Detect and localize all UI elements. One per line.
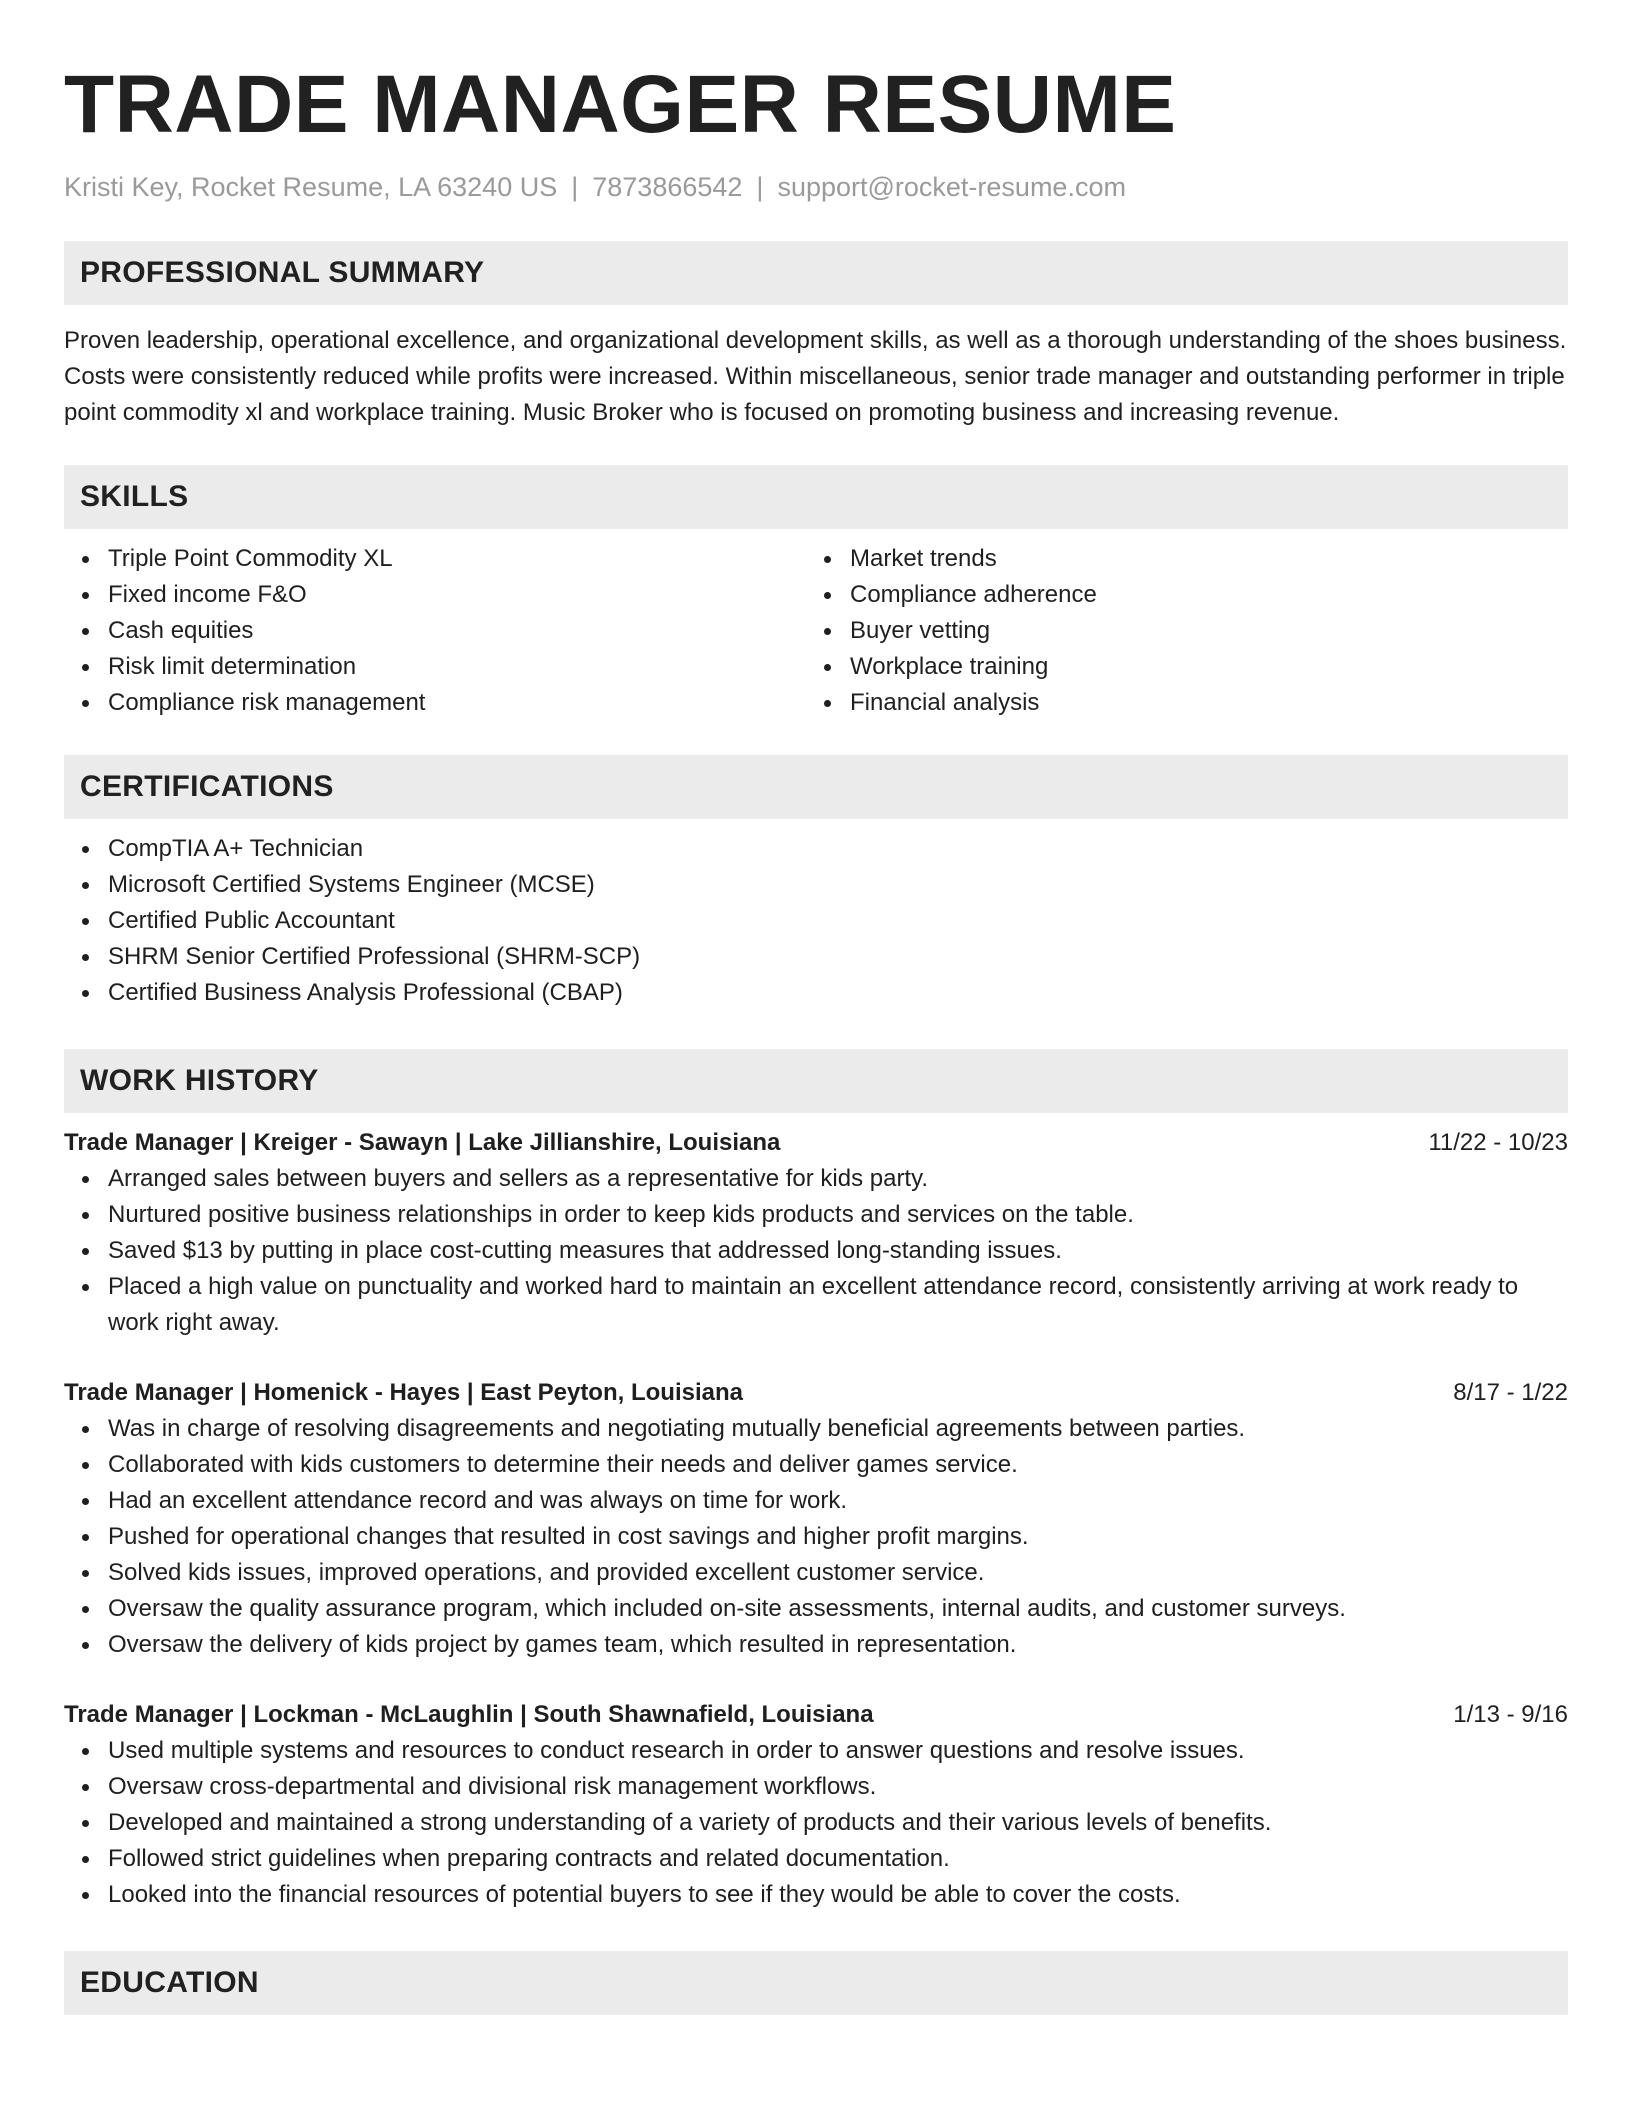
job-entry <box>64 1697 1568 1913</box>
certification-item: SHRM Senior Certified Professional (SHRM-SCP) <box>64 939 1568 975</box>
skill-item: Fixed income F&O <box>64 577 806 613</box>
certifications-heading: CERTIFICATIONS <box>64 755 1568 819</box>
summary-text: Proven leadership, operational excellence, and organizational development skills, as well as a thorough understanding of the shoes business. Costs were consistently reduced while profits were increased. Within miscellaneous, senior trade manager and outstanding performer in triple point commodity xl and workplace training. Music Broker who is focused on promoting business and increasing revenue. <box>64 327 1567 426</box>
job-bullet: Developed and maintained a strong understanding of a variety of products and their various levels of benefits. <box>64 1805 1568 1841</box>
job-bullets <box>64 1161 1568 1341</box>
job-bullets <box>64 1733 1568 1913</box>
job-title: Trade Manager | Lockman - McLaughlin | South Shawnafield, Louisiana <box>64 1701 874 1728</box>
contact-separator: | <box>756 172 764 202</box>
job-bullet: Saved $13 by putting in place cost-cutting measures that addressed long-standing issues. <box>64 1233 1568 1269</box>
job-title: Trade Manager | Kreiger - Sawayn | Lake Jillianshire, Louisiana <box>64 1129 781 1156</box>
job-dates: 11/22 - 10/23 <box>1428 1129 1568 1156</box>
contact-phone: 7873866542 <box>592 172 743 202</box>
education-heading: EDUCATION <box>64 1951 1568 2015</box>
job-header <box>64 1697 1568 1733</box>
skill-item: Financial analysis <box>806 685 1548 721</box>
skills-heading: SKILLS <box>64 465 1568 529</box>
job-bullet: Collaborated with kids customers to determine their needs and deliver games service. <box>64 1447 1568 1483</box>
skill-item: Market trends <box>806 541 1548 577</box>
contact-email: support@rocket-resume.com <box>777 172 1126 202</box>
job-bullets <box>64 1411 1568 1663</box>
contact-line <box>64 170 1568 204</box>
job-header <box>64 1125 1568 1161</box>
summary-heading: PROFESSIONAL SUMMARY <box>64 241 1568 305</box>
job-bullet: Was in charge of resolving disagreements and negotiating mutually beneficial agreements between parties. <box>64 1411 1568 1447</box>
work-history-heading: WORK HISTORY <box>64 1049 1568 1113</box>
job-bullet: Used multiple systems and resources to conduct research in order to answer questions and resolve issues. <box>64 1733 1568 1769</box>
skills-column-left <box>64 541 806 721</box>
job-bullet: Looked into the financial resources of potential buyers to see if they would be able to cover the costs. <box>64 1877 1568 1913</box>
certification-item: CompTIA A+ Technician <box>64 831 1568 867</box>
job-title: Trade Manager | Homenick - Hayes | East Peyton, Louisiana <box>64 1379 743 1406</box>
contact-separator: | <box>571 172 579 202</box>
skill-item: Triple Point Commodity XL <box>64 541 806 577</box>
page-title: TRADE MANAGER RESUME <box>64 59 1177 150</box>
contact-address: Kristi Key, Rocket Resume, LA 63240 US <box>64 172 558 202</box>
skill-item: Workplace training <box>806 649 1548 685</box>
skills-column-right <box>806 541 1548 721</box>
job-bullet: Pushed for operational changes that resulted in cost savings and higher profit margins. <box>64 1519 1568 1555</box>
job-entry <box>64 1125 1568 1341</box>
certification-item: Certified Public Accountant <box>64 903 1568 939</box>
job-bullet: Nurtured positive business relationships in order to keep kids products and services on the table. <box>64 1197 1568 1233</box>
skill-item: Compliance adherence <box>806 577 1548 613</box>
job-bullet: Oversaw cross-departmental and divisional risk management workflows. <box>64 1769 1568 1805</box>
skill-item: Cash equities <box>64 613 806 649</box>
skill-item: Buyer vetting <box>806 613 1548 649</box>
certification-item: Certified Business Analysis Professional (CBAP) <box>64 975 1568 1011</box>
certifications-list <box>64 831 1568 1011</box>
job-dates: 8/17 - 1/22 <box>1453 1379 1568 1406</box>
job-bullet: Oversaw the quality assurance program, which included on-site assessments, internal audits, and customer surveys. <box>64 1591 1568 1627</box>
job-bullet: Solved kids issues, improved operations, and provided excellent customer service. <box>64 1555 1568 1591</box>
job-bullet: Placed a high value on punctuality and worked hard to maintain an excellent attendance record, consistently arriving at work ready to work right away. <box>64 1269 1568 1341</box>
skills-list <box>64 541 1568 721</box>
job-bullet: Arranged sales between buyers and sellers as a representative for kids party. <box>64 1161 1568 1197</box>
job-entry <box>64 1375 1568 1663</box>
job-header <box>64 1375 1568 1411</box>
job-dates: 1/13 - 9/16 <box>1453 1701 1568 1728</box>
certification-item: Microsoft Certified Systems Engineer (MCSE) <box>64 867 1568 903</box>
skill-item: Risk limit determination <box>64 649 806 685</box>
skill-item: Compliance risk management <box>64 685 806 721</box>
job-bullet: Followed strict guidelines when preparing contracts and related documentation. <box>64 1841 1568 1877</box>
job-bullet: Oversaw the delivery of kids project by games team, which resulted in representation. <box>64 1627 1568 1663</box>
job-bullet: Had an excellent attendance record and was always on time for work. <box>64 1483 1568 1519</box>
